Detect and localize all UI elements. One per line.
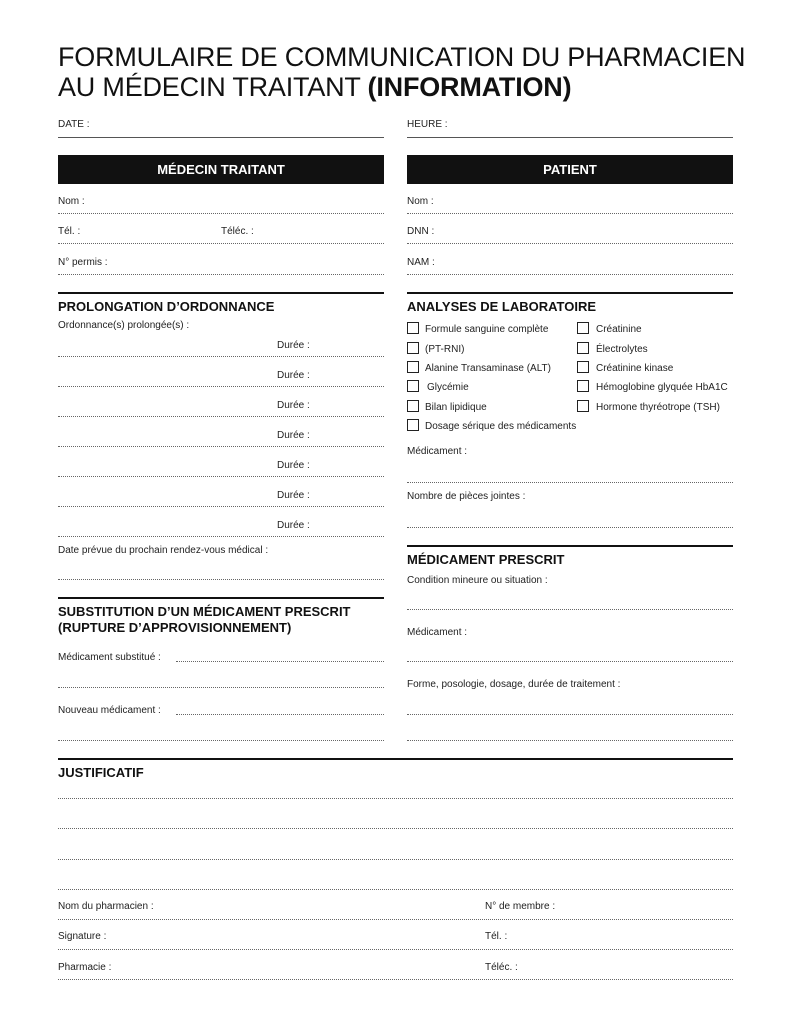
pieces-label: Nombre de pièces jointes : [407,491,526,502]
duree-field[interactable] [58,506,384,507]
lab-checkbox[interactable] [577,322,589,334]
justificatif-line[interactable] [58,828,733,829]
forme-label: Forme, posologie, dosage, durée de traitement : [407,679,621,690]
lab-option-label: Formule sanguine complète [425,324,549,335]
ordonnances-label: Ordonnance(s) prolongée(s) : [58,320,190,331]
justificatif-line[interactable] [58,798,733,799]
lab-option-label: Alanine Transaminase (ALT) [425,363,551,374]
lab-medicament-field[interactable] [407,482,733,483]
lab-checkbox[interactable] [577,361,589,373]
prescrit-medicament-label: Médicament : [407,627,468,638]
duree-label: Durée : [277,430,310,441]
patient-dnn-field[interactable] [407,243,733,244]
lab-option-label: Créatinine kinase [596,363,674,374]
medecin-tel-label: Tél. : [58,226,81,237]
lab-option-label: Hémoglobine glyquée HbA1C [596,382,728,393]
duree-label: Durée : [277,490,310,501]
form-title-line2-text: AU MÉDECIN TRAITANT [58,72,361,102]
substitution-header: SUBSTITUTION D’UN MÉDICAMENT PRESCRIT [58,604,351,619]
lab-checkbox[interactable] [577,342,589,354]
medecin-header: MÉDECIN TRAITANT [58,155,384,184]
medecin-permis-label: N° permis : [58,257,108,268]
prolongation-header: PROLONGATION D’ORDONNANCE [58,299,275,314]
pharmacien-nom-label: Nom du pharmacien : [58,901,154,912]
lab-option-label: Créatinine [596,324,642,335]
form-title [58,42,758,102]
pharmacien-nom-field[interactable] [58,919,733,920]
form-title-line2 [58,72,758,102]
heure-label: HEURE : [407,119,448,130]
duree-label: Durée : [277,520,310,531]
lab-option-label: Glycémie [427,382,469,393]
laboratoire-header: ANALYSES DE LABORATOIRE [407,299,597,314]
heure-field[interactable] [407,137,733,138]
condition-label: Condition mineure ou situation : [407,575,548,586]
patient-nom-label: Nom : [407,196,434,207]
lab-checkbox[interactable] [577,380,589,392]
pieces-field[interactable] [407,527,733,528]
prescrit-rule [407,545,733,547]
patient-nam-field[interactable] [407,274,733,275]
signature-field[interactable] [58,949,733,950]
rdv-field[interactable] [58,579,384,580]
duree-field[interactable] [58,416,384,417]
nouveau-field[interactable] [176,714,384,715]
patient-header: PATIENT [407,155,733,184]
duree-label: Durée : [277,460,310,471]
lab-checkbox[interactable] [407,322,419,334]
duree-label: Durée : [277,340,310,351]
patient-nam-label: NAM : [407,257,435,268]
forme-field[interactable] [407,714,733,715]
signature-label: Signature : [58,931,107,942]
lab-checkbox[interactable] [577,400,589,412]
justificatif-rule [58,758,733,760]
justificatif-line[interactable] [58,889,733,890]
justificatif-header: JUSTIFICATIF [58,765,144,780]
nouveau-label: Nouveau médicament : [58,705,161,716]
lab-checkbox[interactable] [407,361,419,373]
lab-option-label: Électrolytes [596,344,648,355]
substitue-field-2[interactable] [58,687,384,688]
medecin-permis-field[interactable] [58,274,384,275]
lab-medicament-label: Médicament : [407,446,468,457]
lab-checkbox[interactable] [407,380,419,392]
duree-field[interactable] [58,476,384,477]
medecin-nom-field[interactable] [58,213,384,214]
date-field[interactable] [58,137,384,138]
justificatif-line[interactable] [58,859,733,860]
lab-checkbox[interactable] [407,400,419,412]
pharmacien-tel-label: Tél. : [485,931,508,942]
prescrit-header: MÉDICAMENT PRESCRIT [407,552,565,567]
medecin-telec-label: Téléc. : [221,226,254,237]
substitue-field[interactable] [176,661,384,662]
lab-option-label: Dosage sérique des médicaments [425,421,577,432]
lab-checkbox[interactable] [407,419,419,431]
substitution-subheader: (RUPTURE D’APPROVISIONNEMENT) [58,620,292,635]
lab-checkbox[interactable] [407,342,419,354]
lab-option-label: Bilan lipidique [425,402,487,413]
duree-label: Durée : [277,370,310,381]
form-title-line1: FORMULAIRE DE COMMUNICATION DU PHARMACIEN [58,42,746,72]
pharmacie-label: Pharmacie : [58,962,112,973]
pharmacien-telec-label: Téléc. : [485,962,518,973]
substitue-label: Médicament substitué : [58,652,161,663]
forme-field-2[interactable] [407,740,733,741]
lab-option-label: Hormone thyréotrope (TSH) [596,402,720,413]
duree-label: Durée : [277,400,310,411]
patient-nom-field[interactable] [407,213,733,214]
date-label: DATE : [58,119,90,130]
medecin-nom-label: Nom : [58,196,85,207]
patient-dnn-label: DNN : [407,226,435,237]
duree-field[interactable] [58,356,384,357]
nouveau-field-2[interactable] [58,740,384,741]
rdv-label: Date prévue du prochain rendez-vous médical : [58,545,269,556]
laboratoire-rule [407,292,733,294]
condition-field[interactable] [407,609,733,610]
prescrit-medicament-field[interactable] [407,661,733,662]
substitution-rule [58,597,384,599]
medecin-tel-field[interactable] [58,243,384,244]
duree-field[interactable] [58,536,384,537]
pharmacien-membre-label: N° de membre : [485,901,556,912]
duree-field[interactable] [58,446,384,447]
pharmacie-field[interactable] [58,979,733,980]
prolongation-rule [58,292,384,294]
lab-option-label: (PT-RNI) [425,344,465,355]
duree-field[interactable] [58,386,384,387]
form-title-bold: (INFORMATION) [367,72,572,102]
